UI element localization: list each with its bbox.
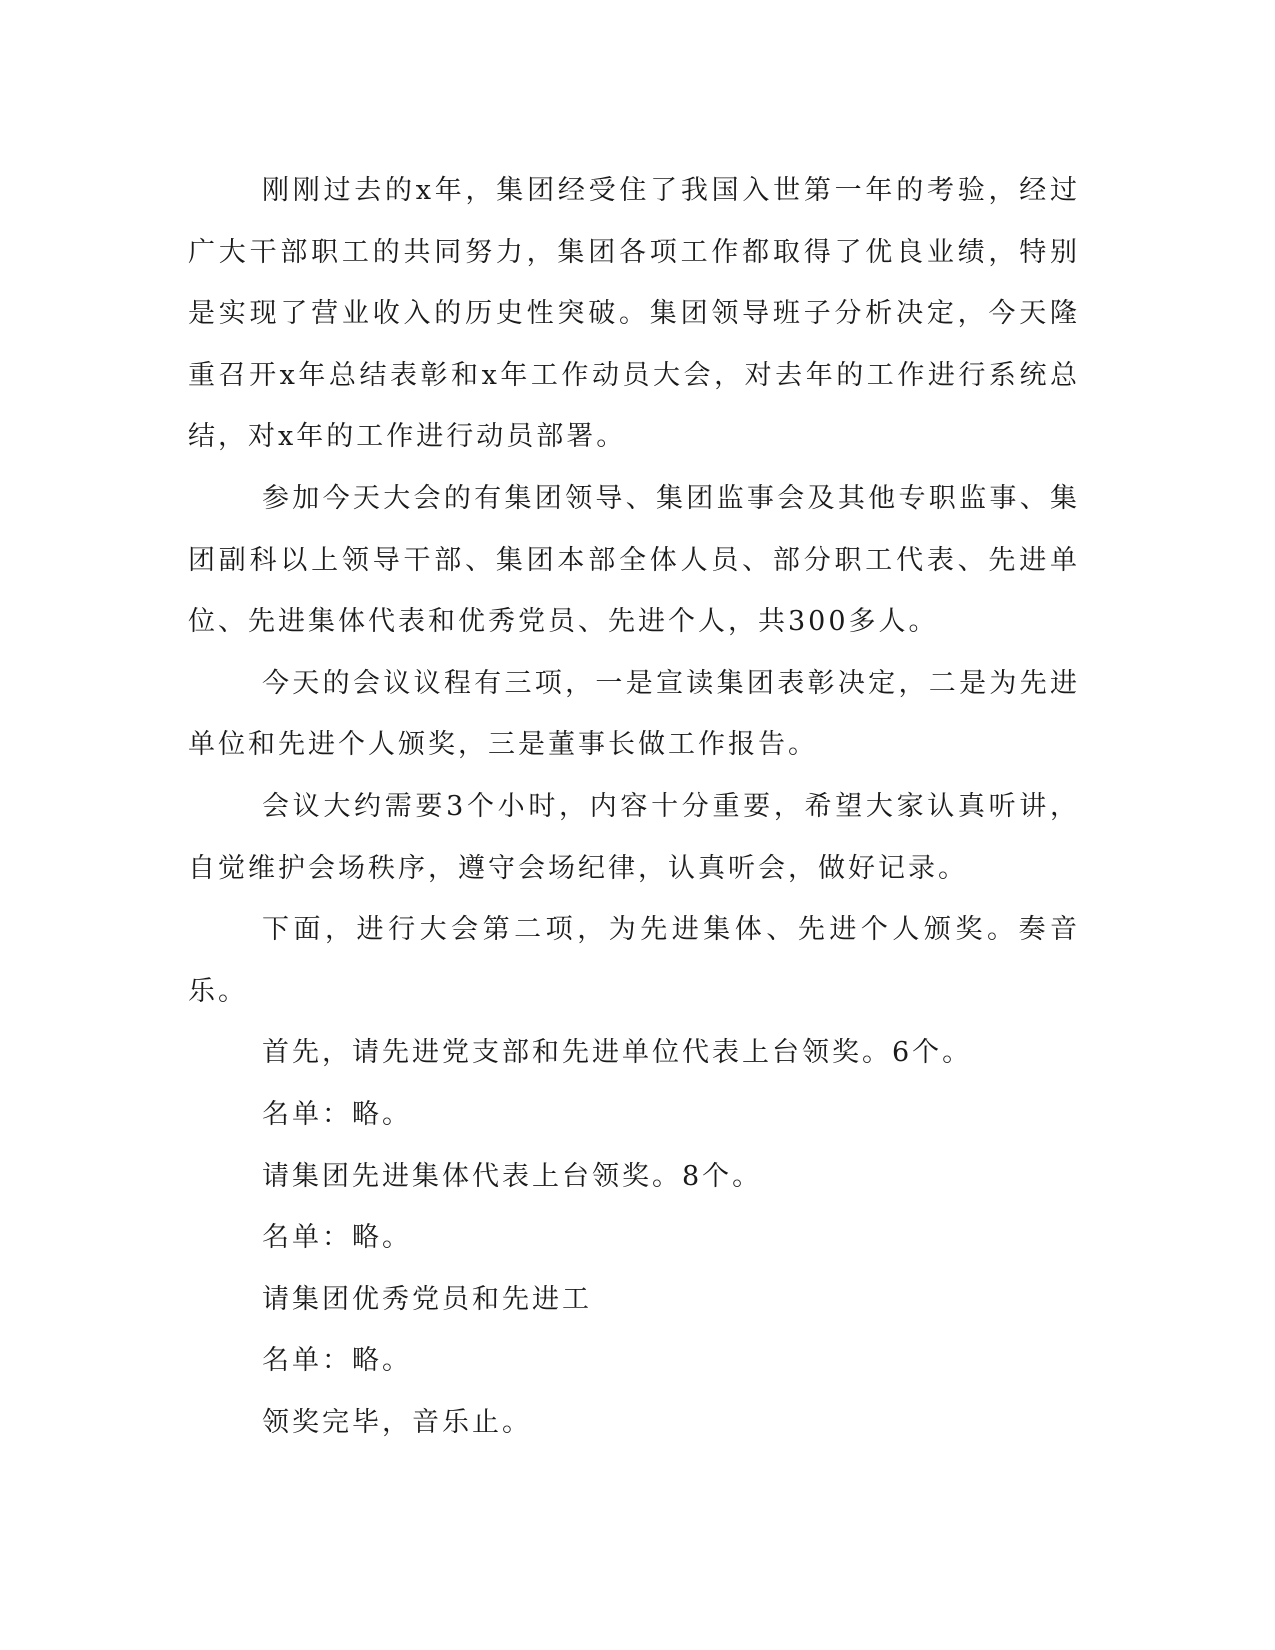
paragraph-list-omitted: 名单：略。 (262, 1098, 412, 1130)
paragraph-duration: 会议大约需要3个小时，内容十分重要，希望大家认真听讲，自觉维护会场秩序，遵守会场纪律，认真听会，做好记录。 (188, 790, 1080, 884)
paragraph-award-complete: 领奖完毕，音乐止。 (262, 1406, 532, 1438)
paragraph-attendees: 参加今天大会的有集团领导、集团监事会及其他专职监事、集团副科以上领导干部、集团本部全体人员、部分职工代表、先进单位、先进集体代表和优秀党员、先进个人，共300多人。 (188, 482, 1080, 638)
document-body (188, 160, 1080, 1453)
paragraph-list-omitted: 名单：略。 (262, 1345, 412, 1377)
paragraph-agenda: 今天的会议议程有三项，一是宣读集团表彰决定，二是为先进单位和先进个人颁奖，三是董事长做工作报告。 (188, 667, 1080, 761)
paragraph-award-item: 下面，进行大会第二项，为先进集体、先进个人颁奖。奏音乐。 (188, 914, 1080, 1007)
paragraph-intro: 刚刚过去的x年，集团经受住了我国入世第一年的考验，经过广大干部职工的共同努力，集团各项工作都取得了优良业绩，特别是实现了营业收入的历史性突破。集团领导班子分析决定，今天隆重召开x年总结表彰和x年工作动员大会，对去年的工作进行系统总结，对x年的工作进行动员部署。 (188, 175, 1080, 453)
paragraph-list-omitted: 名单：略。 (262, 1222, 412, 1254)
paragraph-party-member-award: 请集团优秀党员和先进工 (262, 1283, 592, 1315)
paragraph-collective-award: 请集团先进集体代表上台领奖。8个。 (262, 1160, 763, 1192)
paragraph-party-branch-award: 首先，请先进党支部和先进单位代表上台领奖。6个。 (262, 1037, 973, 1069)
